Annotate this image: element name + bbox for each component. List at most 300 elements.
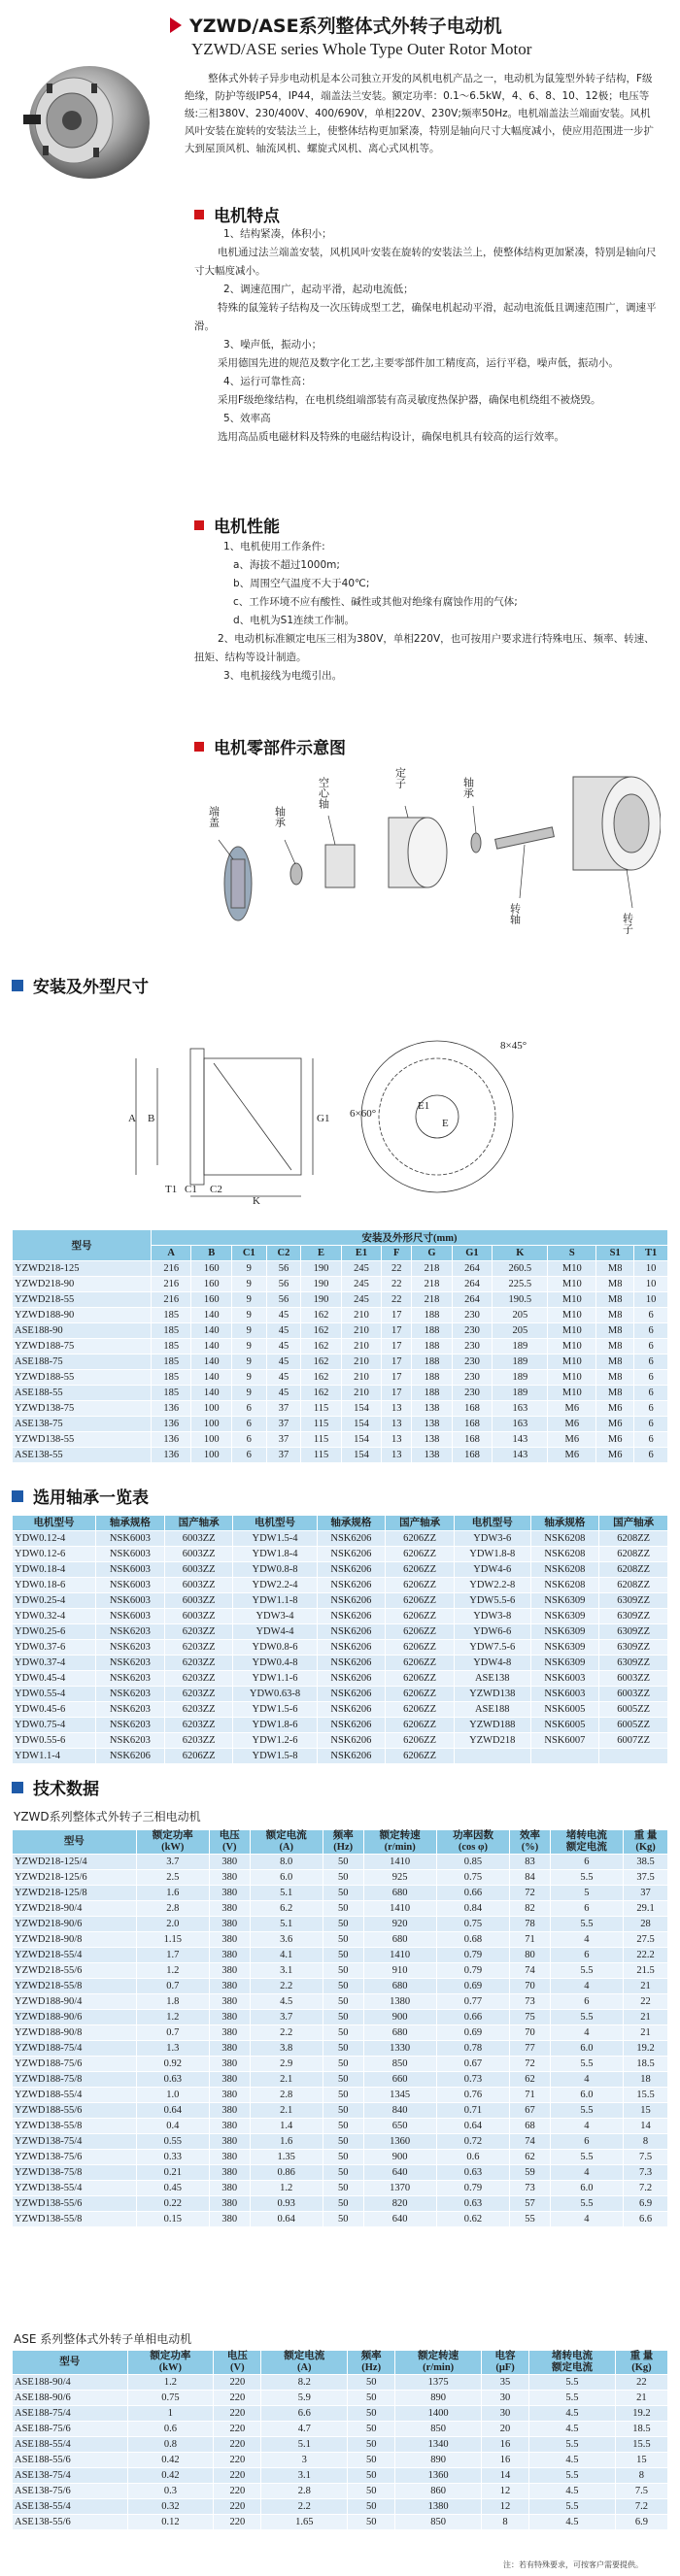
table-cell: 6309ZZ: [599, 1609, 668, 1624]
table-cell: 6: [231, 1401, 266, 1417]
table-cell: NSK6309: [530, 1640, 599, 1656]
table-cell: 17: [382, 1308, 412, 1323]
table-cell: 17: [382, 1323, 412, 1339]
table-cell: 190: [301, 1277, 341, 1292]
table-cell: 8: [624, 2134, 668, 2150]
intro-text: 整体式外转子异步电动机是本公司独立开发的风机电机产品之一，电动机为鼠笼型外转子结构，F级绝缘，防护等级IP54，IP44，端盖法兰安装。额定功率：0.1～6.5kW，4、6、8、10、12极；电压等级:三相380V、230/400V、400/690V，单相220V、230V;频率50Hz。电机端盖法兰端面安装。风机风叶安装在旋转的安装法兰上，使整体结构更加紧凑，特别是轴向尺寸大幅度减小，使应用范围进一步扩大到屋顶风机、轴流风机、螺旋式风机、离心式风机等。: [185, 73, 654, 154]
table-cell: 50: [323, 1855, 363, 1870]
table-cell: 1.2: [250, 2181, 323, 2196]
page-title: YZWD/ASE系列整体式外转子电动机: [170, 12, 670, 38]
table-cell: 380: [209, 2119, 250, 2134]
table-cell: 162: [301, 1386, 341, 1401]
table-cell: 21: [615, 2391, 667, 2406]
table-row: [13, 2453, 668, 2468]
table-cell: YDW0.75-4: [13, 1718, 96, 1733]
table-cell: ASE188-55/6: [13, 2453, 128, 2468]
table-cell: 168: [452, 1417, 492, 1432]
table-cell: 20: [482, 2422, 529, 2437]
parts-label-rotor: 转子: [621, 913, 634, 934]
table-cell: 78: [510, 1917, 551, 1932]
table-row: [13, 2406, 668, 2422]
table-row: [13, 1547, 668, 1562]
table-cell: 37.5: [624, 1870, 668, 1886]
table-cell: 13: [382, 1448, 412, 1463]
table-cell: 0.4: [136, 2119, 209, 2134]
table-cell: 17: [382, 1339, 412, 1355]
table-cell: 0.72: [436, 2134, 509, 2150]
table-cell: 1380: [363, 1994, 436, 2010]
table-row: [13, 1963, 668, 1979]
table-cell: ASE138-55/4: [13, 2499, 128, 2515]
table-cell: YDW0.37-4: [13, 1656, 96, 1671]
table-cell: 12: [482, 2484, 529, 2499]
table-cell: ASE188-55: [13, 1386, 152, 1401]
table-cell: 6309ZZ: [599, 1624, 668, 1640]
table-row: [13, 2181, 668, 2196]
table-cell: 6: [550, 1855, 623, 1870]
table-cell: 160: [191, 1261, 231, 1277]
performance-heading: 电机性能: [194, 513, 280, 537]
table-cell: 0.67: [436, 2057, 509, 2072]
table-cell: YDW1.1-6: [233, 1671, 317, 1687]
table-cell: 185: [151, 1308, 190, 1323]
table-cell: 4: [550, 2072, 623, 2088]
table-cell: YZWD138-75/8: [13, 2165, 137, 2181]
table-cell: 0.45: [136, 2181, 209, 2196]
table-row: [13, 1261, 668, 1277]
table-cell: 50: [323, 2196, 363, 2212]
table-cell: 1.6: [136, 1886, 209, 1901]
table-cell: 6206ZZ: [386, 1702, 455, 1718]
column-header: 额定功率 (kW): [127, 2351, 214, 2375]
table-cell: NSK6203: [96, 1718, 165, 1733]
table-cell: 6206ZZ: [386, 1640, 455, 1656]
table-cell: 9: [231, 1339, 266, 1355]
table-row: [13, 2150, 668, 2165]
table-cell: YZWD188-55/4: [13, 2088, 137, 2103]
table-cell: M10: [548, 1370, 596, 1386]
condition-d: d、电机为S1连续工作制。: [233, 615, 356, 626]
table-cell: 68: [510, 2119, 551, 2134]
table-cell: 50: [323, 2057, 363, 2072]
table-cell: 21.5: [624, 1963, 668, 1979]
table-cell: YDW4-8: [454, 1656, 530, 1671]
table-cell: 230: [452, 1308, 492, 1323]
table-cell: 380: [209, 2057, 250, 2072]
table-cell: 162: [301, 1370, 341, 1386]
table-cell: 18.5: [615, 2422, 667, 2437]
table-cell: 162: [301, 1355, 341, 1370]
table-cell: YDW3-6: [454, 1531, 530, 1547]
table-cell: 4.5: [250, 1994, 323, 2010]
table-cell: 189: [493, 1355, 548, 1370]
table-cell: 216: [151, 1292, 190, 1308]
feature-1-head: 1、结构紧凑，体积小；: [223, 228, 332, 240]
table-row: [13, 2375, 668, 2391]
table-cell: 6206ZZ: [386, 1547, 455, 1562]
column-header: G1: [452, 1246, 492, 1261]
column-header: 轴承规格: [317, 1516, 386, 1531]
table-cell: 50: [323, 2025, 363, 2041]
table-cell: YZWD218-125/6: [13, 1870, 137, 1886]
table-cell: 30: [482, 2391, 529, 2406]
table-row: [13, 1277, 668, 1292]
table-cell: 220: [214, 2468, 261, 2484]
table-cell: YZWD218-90/6: [13, 1917, 137, 1932]
table-cell: 17: [382, 1355, 412, 1370]
table-cell: 0.85: [436, 1855, 509, 1870]
table-cell: 6206ZZ: [386, 1578, 455, 1593]
dim-label-b: B: [148, 1113, 155, 1124]
table-cell: 6206ZZ: [386, 1609, 455, 1624]
column-header: 频率 (Hz): [323, 1830, 363, 1855]
performance-item-2: 2、电动机标准额定电压三相为380V，单相220V，也可按用户要求进行特殊电压、频率、转速、扭矩、结构等设计制造。: [194, 633, 655, 663]
table-row: [13, 2499, 668, 2515]
table-cell: 50: [323, 2088, 363, 2103]
table-cell: 100: [191, 1432, 231, 1448]
dim-model-header: 型号: [13, 1230, 152, 1261]
table-cell: YDW1.5-6: [233, 1702, 317, 1718]
dim-label-e: E: [442, 1118, 449, 1129]
table-cell: 6309ZZ: [599, 1656, 668, 1671]
column-header: 重 量 (Kg): [624, 1830, 668, 1855]
table-cell: 10: [634, 1277, 668, 1292]
three-phase-header-row: [13, 1830, 668, 1855]
condition-c: c、工作环境不应有酸性、碱性或其他对绝缘有腐蚀作用的气体;: [233, 596, 518, 608]
column-header: 电机型号: [233, 1516, 317, 1531]
table-cell: 0.64: [436, 2119, 509, 2134]
table-cell: 6: [634, 1339, 668, 1355]
table-cell: YDW1.2-6: [233, 1733, 317, 1749]
table-cell: M6: [548, 1401, 596, 1417]
table-cell: 6003ZZ: [164, 1593, 233, 1609]
table-cell: M8: [596, 1323, 634, 1339]
table-cell: NSK6206: [317, 1609, 386, 1624]
table-cell: YZWD138-55/8: [13, 2212, 137, 2227]
table-cell: 4.5: [529, 2406, 616, 2422]
table-cell: 13: [382, 1432, 412, 1448]
table-row: [13, 1292, 668, 1308]
table-cell: NSK6206: [317, 1749, 386, 1764]
table-cell: ASE188-55/4: [13, 2437, 128, 2453]
table-cell: NSK6206: [317, 1624, 386, 1640]
table-cell: ASE188-75/4: [13, 2406, 128, 2422]
table-row: [13, 1323, 668, 1339]
table-cell: 50: [323, 1870, 363, 1886]
column-header: E1: [341, 1246, 381, 1261]
table-cell: NSK6208: [530, 1547, 599, 1562]
table-cell: 0.75: [436, 1917, 509, 1932]
table-cell: 50: [348, 2515, 395, 2530]
table-cell: 380: [209, 2150, 250, 2165]
table-cell: 115: [301, 1432, 341, 1448]
table-cell: 50: [323, 1901, 363, 1917]
column-header: 国产轴承: [599, 1516, 668, 1531]
column-header: 额定转速 (r/min): [395, 2351, 482, 2375]
table-row: [13, 1339, 668, 1355]
table-cell: 50: [348, 2437, 395, 2453]
table-cell: 380: [209, 1917, 250, 1932]
table-cell: 50: [323, 2041, 363, 2057]
table-cell: YDW1.8-6: [233, 1718, 317, 1733]
column-header: E: [301, 1246, 341, 1261]
table-cell: 1.4: [250, 2119, 323, 2134]
table-cell: 168: [452, 1448, 492, 1463]
table-cell: 22: [615, 2375, 667, 2391]
column-header: 国产轴承: [164, 1516, 233, 1531]
table-cell: 220: [214, 2422, 261, 2437]
table-cell: 850: [363, 2057, 436, 2072]
table-cell: 660: [363, 2072, 436, 2088]
table-cell: 1: [127, 2406, 214, 2422]
table-cell: 6: [231, 1417, 266, 1432]
table-cell: NSK6003: [530, 1671, 599, 1687]
table-cell: YDW4-4: [233, 1624, 317, 1640]
table-cell: YDW4-6: [454, 1562, 530, 1578]
square-bullet-icon: [194, 520, 204, 530]
table-cell: 1375: [395, 2375, 482, 2391]
table-cell: 6206ZZ: [386, 1656, 455, 1671]
table-cell: 18: [624, 2072, 668, 2088]
table-cell: 0.6: [127, 2422, 214, 2437]
table-cell: YDW0.12-6: [13, 1547, 96, 1562]
table-cell: 189: [493, 1339, 548, 1355]
table-cell: M10: [548, 1386, 596, 1401]
column-header: G: [412, 1246, 452, 1261]
table-cell: 6: [550, 2134, 623, 2150]
table-cell: 160: [191, 1292, 231, 1308]
table-cell: ASE188-90/6: [13, 2391, 128, 2406]
table-cell: 230: [452, 1370, 492, 1386]
table-cell: 6003ZZ: [599, 1671, 668, 1687]
table-cell: 220: [214, 2484, 261, 2499]
table-cell: 50: [323, 1917, 363, 1932]
table-cell: YDW0.32-4: [13, 1609, 96, 1624]
table-cell: 5.5: [550, 2057, 623, 2072]
motor-photo: [14, 52, 159, 188]
table-cell: M6: [548, 1432, 596, 1448]
table-cell: YZWD218-55: [13, 1292, 152, 1308]
table-cell: 900: [363, 2150, 436, 2165]
table-cell: M10: [548, 1355, 596, 1370]
table-cell: 37: [266, 1401, 301, 1417]
table-cell: 6: [231, 1448, 266, 1463]
table-cell: 216: [151, 1277, 190, 1292]
table-cell: 380: [209, 1855, 250, 1870]
table-cell: 6: [231, 1432, 266, 1448]
dim-label-g1: G1: [317, 1113, 330, 1124]
table-cell: M10: [548, 1323, 596, 1339]
table-cell: YZWD138-55/8: [13, 2119, 137, 2134]
table-cell: YDW1.8-8: [454, 1547, 530, 1562]
table-cell: 154: [341, 1432, 381, 1448]
table-cell: YDW0.18-4: [13, 1562, 96, 1578]
table-cell: YZWD138-75/6: [13, 2150, 137, 2165]
table-cell: 0.68: [436, 1932, 509, 1948]
table-cell: 143: [493, 1432, 548, 1448]
footer-note: 注：若有特殊要求，可按客户需要提供。: [503, 2560, 643, 2569]
table-cell: 16: [482, 2453, 529, 2468]
table-cell: 245: [341, 1261, 381, 1277]
table-cell: YZWD218-125/8: [13, 1886, 137, 1901]
table-cell: M8: [596, 1261, 634, 1277]
dim-label-e1: E1: [418, 1100, 430, 1112]
table-cell: 59: [510, 2165, 551, 2181]
table-cell: M10: [548, 1292, 596, 1308]
table-cell: 35: [482, 2375, 529, 2391]
table-cell: 1340: [395, 2437, 482, 2453]
table-cell: YDW0.18-6: [13, 1578, 96, 1593]
table-cell: 380: [209, 1932, 250, 1948]
table-cell: 0.79: [436, 1948, 509, 1963]
table-cell: 6206ZZ: [386, 1593, 455, 1609]
table-cell: 37: [266, 1417, 301, 1432]
table-cell: 45: [266, 1355, 301, 1370]
table-cell: 1345: [363, 2088, 436, 2103]
table-cell: 6309ZZ: [599, 1640, 668, 1656]
table-cell: NSK6203: [96, 1687, 165, 1702]
bearings-table: [12, 1515, 668, 1764]
table-cell: YZWD218-125/4: [13, 1855, 137, 1870]
table-cell: 6203ZZ: [164, 1718, 233, 1733]
table-cell: 50: [323, 2165, 363, 2181]
table-cell: 83: [510, 1855, 551, 1870]
table-row: [13, 2437, 668, 2453]
table-cell: 185: [151, 1339, 190, 1355]
table-cell: 380: [209, 2196, 250, 2212]
table-cell: [599, 1749, 668, 1764]
table-cell: YZWD188-90: [13, 1308, 152, 1323]
table-cell: 890: [395, 2391, 482, 2406]
table-cell: 22: [382, 1277, 412, 1292]
table-cell: 3.7: [136, 1855, 209, 1870]
table-row: [13, 1855, 668, 1870]
table-cell: 6208ZZ: [599, 1562, 668, 1578]
page-subtitle: YZWD/ASE series Whole Type Outer Rotor Motor: [191, 40, 532, 58]
table-cell: ASE138-55/6: [13, 2515, 128, 2530]
table-cell: 0.15: [136, 2212, 209, 2227]
feature-2-body: 特殊的鼠笼转子结构及一次压铸成型工艺，确保电机起动平滑，起动电流低且调速范围广，调速平滑。: [194, 302, 657, 332]
table-cell: 5.5: [529, 2468, 616, 2484]
table-cell: 225.5: [493, 1277, 548, 1292]
table-cell: 50: [323, 1963, 363, 1979]
table-cell: 210: [341, 1370, 381, 1386]
table-cell: YZWD188-75/8: [13, 2072, 137, 2088]
table-cell: M6: [596, 1417, 634, 1432]
table-cell: 6203ZZ: [164, 1733, 233, 1749]
table-cell: 380: [209, 1994, 250, 2010]
table-cell: YZWD188-90/6: [13, 2010, 137, 2025]
table-cell: 77: [510, 2041, 551, 2057]
table-row: [13, 2212, 668, 2227]
table-cell: 22: [624, 1994, 668, 2010]
table-cell: 205: [493, 1323, 548, 1339]
table-cell: 6.6: [624, 2212, 668, 2227]
table-cell: 5.5: [529, 2375, 616, 2391]
page-header: [170, 12, 670, 59]
table-cell: 162: [301, 1323, 341, 1339]
table-cell: 6: [634, 1401, 668, 1417]
dim-group-header: 安装及外形尺寸(mm): [151, 1230, 667, 1246]
table-cell: ASE138: [454, 1671, 530, 1687]
table-cell: NSK6203: [96, 1656, 165, 1671]
table-cell: 185: [151, 1386, 190, 1401]
table-cell: 50: [348, 2422, 395, 2437]
table-cell: 154: [341, 1401, 381, 1417]
table-cell: 245: [341, 1292, 381, 1308]
table-cell: 1370: [363, 2181, 436, 2196]
table-cell: 1.15: [136, 1932, 209, 1948]
table-row: [13, 1562, 668, 1578]
table-cell: 6309ZZ: [599, 1593, 668, 1609]
table-cell: M10: [548, 1277, 596, 1292]
table-cell: 168: [452, 1432, 492, 1448]
table-cell: 8.2: [261, 2375, 348, 2391]
table-cell: 67: [510, 2103, 551, 2119]
table-row: [13, 1994, 668, 2010]
table-row: [13, 2088, 668, 2103]
table-cell: 0.79: [436, 2181, 509, 2196]
column-header: B: [191, 1246, 231, 1261]
bearings-header-row: [13, 1516, 668, 1531]
table-cell: 6: [634, 1417, 668, 1432]
table-cell: 6203ZZ: [164, 1640, 233, 1656]
table-cell: 8.0: [250, 1855, 323, 1870]
table-cell: NSK6208: [530, 1562, 599, 1578]
table-cell: 380: [209, 1886, 250, 1901]
table-cell: NSK6309: [530, 1624, 599, 1640]
table-cell: 6203ZZ: [164, 1702, 233, 1718]
table-row: [13, 1687, 668, 1702]
features-heading: 电机特点: [194, 202, 280, 226]
table-cell: NSK6003: [96, 1562, 165, 1578]
table-cell: M6: [596, 1401, 634, 1417]
table-cell: 2.1: [250, 2072, 323, 2088]
column-header: A: [151, 1246, 190, 1261]
column-header: 国产轴承: [386, 1516, 455, 1531]
table-cell: 1410: [363, 1901, 436, 1917]
table-cell: NSK6206: [317, 1531, 386, 1547]
table-cell: YZWD138-75: [13, 1401, 152, 1417]
table-cell: 168: [452, 1401, 492, 1417]
table-cell: 5.5: [529, 2437, 616, 2453]
column-header: 频率 (Hz): [348, 2351, 395, 2375]
table-cell: 680: [363, 1979, 436, 1994]
table-cell: 230: [452, 1323, 492, 1339]
parts-label-bearing-2: 轴承: [461, 777, 475, 798]
table-row: [13, 2103, 668, 2119]
table-cell: 6003ZZ: [164, 1578, 233, 1593]
table-cell: YDW2.2-4: [233, 1578, 317, 1593]
table-cell: 380: [209, 2134, 250, 2150]
table-cell: 3.8: [250, 2041, 323, 2057]
table-cell: 189: [493, 1370, 548, 1386]
table-cell: YZWD138-75/4: [13, 2134, 137, 2150]
column-header: 型号: [13, 2351, 128, 2375]
table-cell: 22: [382, 1292, 412, 1308]
table-cell: NSK6208: [530, 1578, 599, 1593]
table-cell: 220: [214, 2499, 261, 2515]
table-cell: YZWD138-55/6: [13, 2196, 137, 2212]
table-cell: YZWD188: [454, 1718, 530, 1733]
table-cell: [454, 1749, 530, 1764]
table-cell: ASE188-75: [13, 1355, 152, 1370]
table-cell: 27.5: [624, 1932, 668, 1948]
table-cell: 163: [493, 1417, 548, 1432]
table-cell: 185: [151, 1370, 190, 1386]
table-cell: 140: [191, 1370, 231, 1386]
table-cell: 115: [301, 1448, 341, 1463]
